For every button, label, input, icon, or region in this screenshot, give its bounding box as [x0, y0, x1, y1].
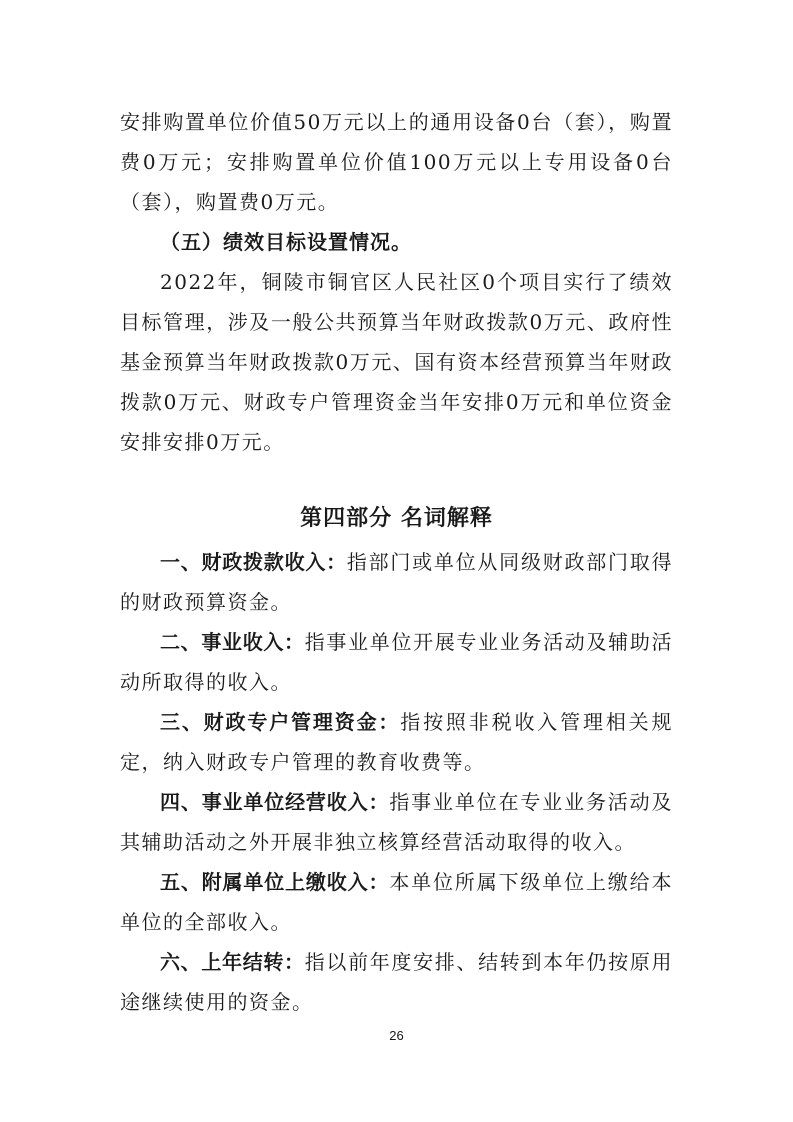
subsection-heading: （五）绩效目标设置情况。: [160, 230, 412, 254]
definition-term: 四、事业单位经营收入：: [160, 790, 390, 814]
definition-text: 指事业单位开展专业业务活动及辅助活动所取得的收入。: [120, 630, 674, 694]
definition-item: [120, 702, 673, 782]
definition-term: 六、上年结转：: [160, 950, 305, 974]
continuation-paragraph: 安排购置单位价值50万元以上的通用设备0台（套），购置费0万元；安排购置单位价值100万元以上专用设备0台（套），购置费0万元。: [120, 110, 673, 214]
section-title: 第四部分 名词解释: [300, 506, 493, 531]
definition-text: 本单位所属下级单位上缴给本单位的全部收入。: [120, 870, 674, 934]
definition-text: 指以前年度安排、结转到本年仍按原用途继续使用的资金。: [120, 950, 674, 1014]
definition-item: [120, 862, 673, 942]
subsection-body: 2022年，铜陵市铜官区人民社区0个项目实行了绩效目标管理，涉及一般公共预算当年财政拨款0万元、政府性基金预算当年财政拨款0万元、国有资本经营预算当年财政拨款0万元、财政专户管理资金当年安排0万元和单位资金安排安排0万元。: [120, 270, 673, 454]
definition-text: 指按照非税收入管理相关规定，纳入财政专户管理的教育收费等。: [120, 710, 673, 774]
definition-term: 五、附属单位上缴收入：: [160, 870, 390, 894]
definition-item: [120, 782, 673, 862]
definition-term: 一、财政拨款收入：: [160, 550, 347, 574]
definition-term: 二、事业收入：: [160, 630, 305, 654]
definition-item: [120, 542, 673, 622]
definition-text: 指事业单位在专业业务活动及其辅助活动之外开展非独立核算经营活动取得的收入。: [120, 790, 674, 854]
definition-item: [120, 622, 673, 702]
definition-term: 三、财政专户管理资金：: [160, 710, 401, 734]
page-number: 26: [389, 1028, 404, 1043]
definition-item: [120, 942, 673, 1022]
definition-text: 指部门或单位从同级财政部门取得的财政预算资金。: [120, 550, 674, 614]
